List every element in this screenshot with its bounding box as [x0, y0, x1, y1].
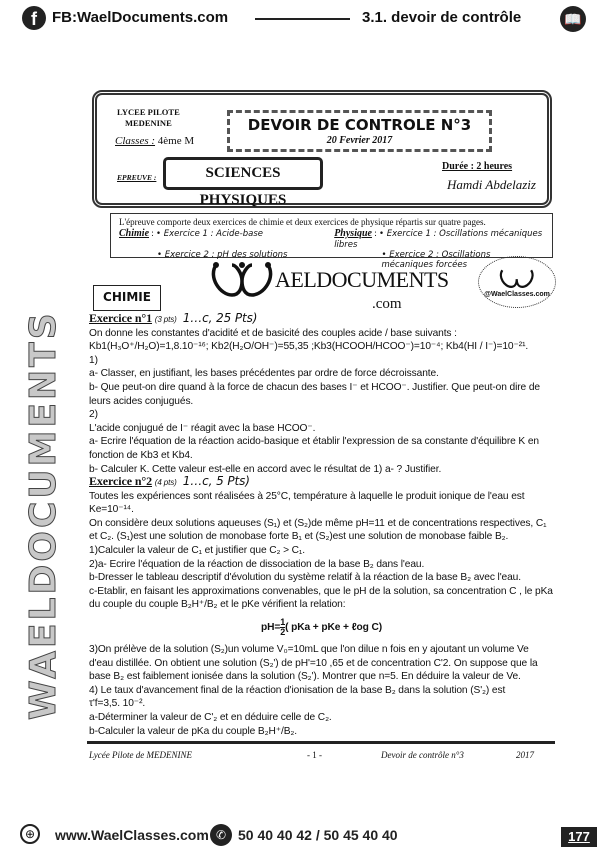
globe-icon: ⊕: [20, 824, 40, 844]
website-link[interactable]: www.WaelClasses.com: [55, 827, 209, 843]
footer-page: - 1 -: [307, 750, 322, 760]
chimie-ex2: • Exercice 2 : pH des solutions: [157, 250, 288, 260]
divider: [255, 18, 350, 20]
phone-icon: ✆: [210, 824, 232, 846]
text-line: L'acide conjugué de I⁻ réagit avec la base HCOO⁻.: [89, 422, 316, 434]
ex2-points: (4 pts): [154, 478, 177, 487]
stethoscope-logo-icon: [210, 261, 275, 297]
text-line: 1)Calculer la valeur de C₁ et justifier que C₂ > C₁.: [89, 544, 305, 556]
text-line: et C₂. (S₁)est une solution de monobase forte B₁ et (S₂)est une solution de monobase faible B₂.: [89, 531, 509, 543]
text-line: On donne les constantes d'acidité et de basicité des couples acide / base suivants :: [89, 327, 457, 339]
school-line1: LYCEE PILOTE: [117, 107, 180, 117]
classes-label: Classes :: [115, 135, 156, 147]
text-line: 1): [89, 354, 98, 366]
text-line: 4) Le taux d'avancement final de la réaction d'ionisation de la base B₂ dans la solution (S'₂) est: [89, 684, 506, 696]
formula-num: 1: [280, 616, 286, 627]
footer-year: 2017: [516, 750, 534, 760]
ph-formula: [89, 612, 554, 643]
logo-com: .com: [372, 296, 402, 312]
text-line: Kb1(H₃O⁺/H₂O)=1,8.10⁻¹⁶; Kb2(H₂O/OH⁻)=55,35 ;Kb3(HCOOH/HCOO⁻)=10⁻⁴; Kb4(HI / I⁻)=10⁻²¹.: [89, 341, 529, 353]
page-number: 177: [561, 827, 597, 847]
seal-stethoscope-icon: [499, 265, 535, 291]
ex2-title: Exercice n°2: [89, 474, 153, 488]
text-line: leurs acides conjugués.: [89, 395, 194, 407]
text-line: base B₂ est faiblement ionisée dans la solution (S₂'). Montrer que n=5. En déduire la valeur de Ve.: [89, 671, 521, 683]
ex1-handwritten-note: 1…c, 25 Pts): [182, 311, 258, 325]
exam-title: DEVOIR DE CONTROLE N°3: [247, 116, 472, 134]
chimie-ex1: • Exercice 1 : Acide-base: [156, 229, 263, 239]
formula-den: 2: [280, 626, 286, 637]
book-icon: 📖: [560, 6, 586, 32]
text-line: τ'f=3,5. 10⁻².: [89, 698, 146, 710]
physique-ex1: • Exercice 1 : Oscillations mécaniques libres: [334, 229, 543, 250]
facebook-icon: f: [22, 6, 46, 30]
school-line2: MEDENINE: [124, 118, 172, 128]
ex1-points: (3 pts): [154, 315, 177, 324]
classes: [115, 135, 194, 147]
text-line: du couple du couple B₂H⁺/B₂ et le pKe vérifient la relation:: [89, 599, 346, 611]
footer-divider: [87, 741, 555, 744]
text-line: a- Ecrire l'équation de la réaction acido-basique et établir l'expression de sa constante d'équilibre K en: [89, 436, 539, 448]
formula-left: pH=: [260, 622, 281, 634]
exercise-1: [89, 311, 554, 476]
text-line: c-Etablir, en faisant les approximations convenables, que le pH de la solution, sa concentration C , le pKa: [89, 585, 553, 597]
exam-overview: L'épreuve comporte deux exercices de chimie et deux exercices de physique répartis sur quatre pages. Chimie : • Exercice 1 : Acide-base Physique : • Exercice 1 : Oscillations mécaniques libres • Exercice 2 : pH des solutions • Exercice 2 : Oscillations mécaniques forcées: [110, 213, 553, 258]
chimie-label: Chimie: [119, 228, 150, 239]
text-line: 2): [89, 409, 98, 421]
exam-date: 20 Fevrier 2017: [326, 135, 393, 146]
text-line: Ke=10⁻¹⁴.: [89, 504, 134, 516]
classes-value: 4ème M: [157, 135, 195, 147]
facebook-link[interactable]: FB:WaelDocuments.com: [52, 9, 229, 26]
waelclasses-seal: [478, 256, 556, 308]
duration: Durée : 2 heures: [442, 161, 513, 172]
text-line: Toutes les expériences sont réalisées à 25°C, température à laquelle le produit ionique de l'eau est: [89, 490, 525, 502]
section-chimie: CHIMIE: [93, 285, 161, 311]
text-line: b- Que peut-on dire quand à la force de chacun des bases I⁻ et HCOO⁻. Justifier. Que peut-on dire de: [89, 381, 540, 393]
ex2-handwritten-note: 1…c, 5 Pts): [182, 474, 250, 488]
seal-text: @WaelClasses.com: [484, 291, 550, 298]
text-line: On considère deux solutions aqueuses (S₁) et (S₂)de même pH=11 et de concentrations respectives, C₁: [89, 517, 547, 529]
chapter-title: 3.1. devoir de contrôle: [362, 9, 522, 26]
physique-ex2: • Exercice 2 : Oscillations mécaniques forcées: [381, 250, 491, 270]
epreuve-label: EPREUVE :: [117, 173, 157, 182]
text-line: fonction de Kb3 et Kb4.: [89, 449, 193, 461]
subject: SCIENCES PHYSIQUES: [163, 157, 323, 190]
exam-header: [92, 90, 552, 208]
text-line: b- Calculer K. Cette valeur est-elle en accord avec le résultat de 1) a- ? Justifier.: [89, 463, 442, 475]
text-line: 3)On prélève de la solution (S₂)un volume V₀=10mL que l'on dilue n fois en y ajoutant un volume Ve: [89, 643, 529, 655]
waeldocuments-logo: [210, 262, 449, 298]
bottom-bar: [0, 815, 600, 850]
physique-label: Physique: [334, 228, 372, 239]
text-line: b-Calculer la valeur de pKa du couple B₂H⁺/B₂.: [89, 725, 298, 737]
text-line: a- Classer, en justifiant, les bases précédentes par ordre de force décroissante.: [89, 368, 439, 380]
watermark: WAELDOCUMENTS: [23, 310, 64, 720]
logo-text: AELDOCUMENTS: [275, 267, 449, 292]
ex1-title: Exercice n°1: [89, 311, 153, 325]
formula-right: ( pKa + pKe + ℓog C): [285, 622, 383, 634]
overview-intro: L'épreuve comporte deux exercices de chimie et deux exercices de physique répartis sur quatre pages.: [119, 217, 486, 227]
text-line: d'eau distillée. On obtient une solution (S₂') de pH'=10 ,65 et de concentration C'2. On suppose que la: [89, 657, 538, 669]
text-line: b-Dresser le tableau descriptif d'évolution du système relatif à la réaction de la base B₂ avec l'eau.: [89, 572, 521, 584]
text-line: a-Déterminer la valeur de C'₂ et en déduire celle de C₂.: [89, 711, 332, 723]
phone-numbers: 50 40 40 42 / 50 45 40 40: [238, 827, 398, 843]
footer-school: Lycée Pilote de MEDENINE: [89, 750, 192, 760]
top-bar: [0, 0, 600, 36]
footer-exam: Devoir de contrôle n°3: [381, 750, 464, 760]
author: Hamdi Abdelaziz: [447, 177, 536, 192]
school-name: [117, 107, 180, 129]
text-line: 2)a- Ecrire l'équation de la réaction de dissociation de la base B₂ dans l'eau.: [89, 558, 425, 570]
exercise-2: [89, 474, 554, 738]
title-box: [227, 110, 492, 152]
